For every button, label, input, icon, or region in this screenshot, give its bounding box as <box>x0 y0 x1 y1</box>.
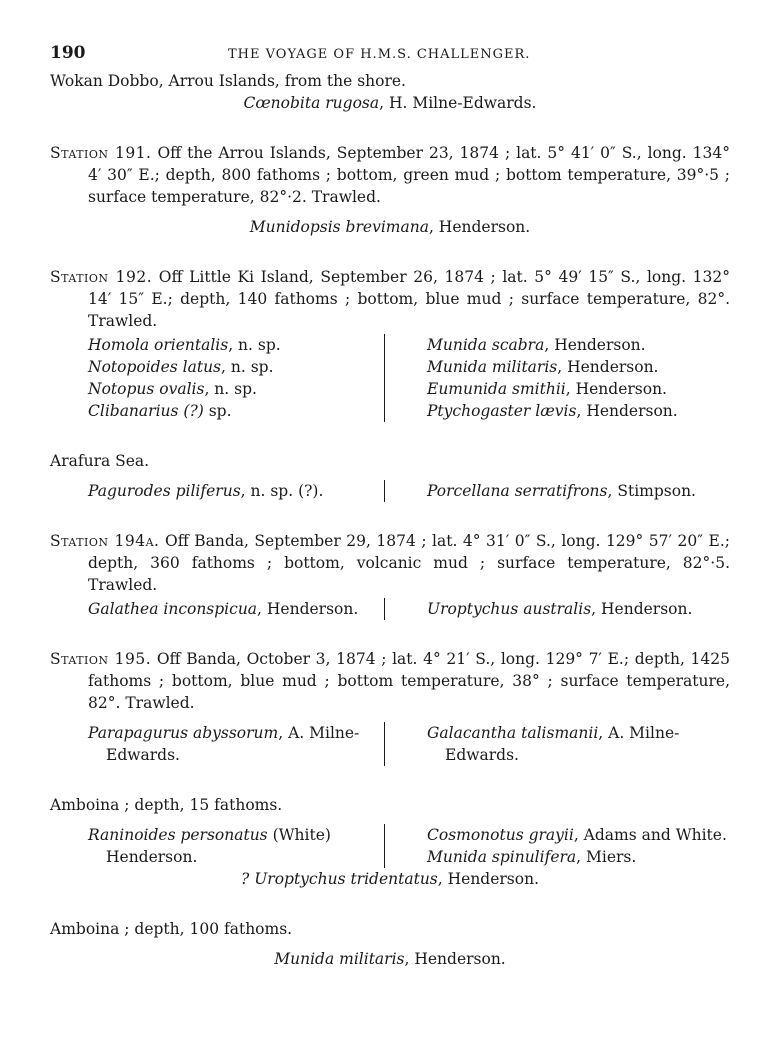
species-name: Munida scabra <box>427 336 545 354</box>
species-authority: sp. <box>203 402 232 420</box>
species-name: Porcellana serratifrons <box>427 482 608 500</box>
species-name: Cosmonotus grayii <box>427 826 574 844</box>
locality-line: Arafura Sea. <box>50 452 150 470</box>
species-name: Raninoides personatus <box>88 826 268 844</box>
species-authority: (White) Henderson. <box>106 826 331 866</box>
locality-line: Amboina ; depth, 100 fathoms. <box>50 920 293 938</box>
species-name: Munida militaris <box>427 358 558 376</box>
species-two-column <box>88 722 730 766</box>
species-two-column <box>88 598 730 620</box>
locality-line: Wokan Dobbo, Arrou Islands, from the shore. <box>50 72 406 90</box>
station-text: Off Banda, October 3, 1874 ; lat. 4° 21′ S., long. 129° 7′ E.; depth, 1425 fathoms ; bottom, blue mud ; bottom temperature, 38° ; surface temperature, 82°. Trawled. <box>88 650 730 712</box>
species-authority: , Henderson. <box>565 380 667 398</box>
species-name: Ptychogaster lævis <box>427 402 577 420</box>
species-authority: , n. sp. <box>221 358 274 376</box>
species-column-right <box>384 598 727 620</box>
species-name: Munida spinulifera <box>427 848 577 866</box>
species-entry <box>88 400 384 422</box>
species-entry <box>88 598 384 620</box>
station-label: Station 191. <box>50 144 152 162</box>
species-entry <box>427 598 727 620</box>
species-name: Homola orientalis <box>88 336 229 354</box>
species-authority: , H. Milne-Edwards. <box>379 94 537 112</box>
species-column-left <box>88 824 384 868</box>
species-entry <box>50 216 730 238</box>
species-authority: , A. Milne-Edwards. <box>445 724 680 764</box>
station-text: Off the Arrou Islands, September 23, 1874 ; lat. 5° 41′ 0″ S., long. 134° 4′ 30″ E.; depth, 800 fathoms ; bottom, green mud ; bottom temperature, 39°·5 ; surface temperature, 82°·2. Trawled. <box>88 144 730 206</box>
species-two-column <box>88 824 730 868</box>
page-header <box>50 42 730 70</box>
station-paragraph <box>50 530 730 596</box>
species-entry <box>50 868 730 890</box>
species-entry <box>427 824 727 846</box>
species-authority: , A. Milne-Edwards. <box>106 724 360 764</box>
species-name: Notopus ovalis <box>88 380 205 398</box>
section-arafura-sea <box>50 450 730 502</box>
station-label: Station 192. <box>50 268 153 286</box>
species-name: Munidopsis brevimana <box>249 218 429 236</box>
station-paragraph <box>50 266 730 332</box>
section-amboina-15 <box>50 794 730 890</box>
document-page <box>50 42 730 970</box>
species-name: Notopoides latus <box>88 358 222 376</box>
species-query-mark: ? <box>240 870 255 888</box>
species-column-left <box>88 334 384 422</box>
locality-line: Amboina ; depth, 15 fathoms. <box>50 796 283 814</box>
species-entry <box>88 334 384 356</box>
species-entry <box>50 948 730 970</box>
species-two-column <box>88 334 730 422</box>
species-entry <box>88 824 384 868</box>
species-entry <box>88 722 384 766</box>
species-entry <box>88 356 384 378</box>
species-authority: , Adams and White. <box>573 826 727 844</box>
species-entry <box>427 334 727 356</box>
species-authority: , n. sp. <box>204 380 257 398</box>
species-two-column <box>88 480 730 502</box>
species-column-right <box>384 722 727 766</box>
species-name: Parapagurus abyssorum <box>88 724 279 742</box>
page-number: 190 <box>50 43 86 63</box>
species-entry <box>88 378 384 400</box>
species-name: Eumunida smithii <box>427 380 566 398</box>
species-name: Galathea inconspicua <box>88 600 258 618</box>
species-entry <box>427 400 727 422</box>
station-text: Off Banda, September 29, 1874 ; lat. 4° 31′ 0″ S., long. 129° 57′ 20″ E.; depth, 360 fathoms ; bottom, volcanic mud ; surface temperature, 82°·5. Trawled. <box>88 532 730 594</box>
species-authority: , Miers. <box>576 848 637 866</box>
species-authority: , Henderson. <box>591 600 693 618</box>
species-column-left <box>88 598 384 620</box>
species-authority: , n. sp. (?). <box>240 482 324 500</box>
species-column-right <box>384 480 727 502</box>
section-wokan <box>50 70 730 114</box>
species-authority: , Henderson. <box>576 402 678 420</box>
species-authority: , Henderson. <box>257 600 359 618</box>
species-entry <box>88 480 384 502</box>
station-label: Station 195. <box>50 650 152 668</box>
species-entry <box>427 846 727 868</box>
species-name: Clibanarius (?) <box>88 402 204 420</box>
species-authority: , Henderson. <box>437 870 540 888</box>
section-station-195 <box>50 648 730 766</box>
station-label: Station 194a. <box>50 532 160 550</box>
species-name: Uroptychus tridentatus <box>254 870 438 888</box>
station-paragraph <box>50 142 730 208</box>
species-authority: , Stimpson. <box>607 482 696 500</box>
section-station-194a <box>50 530 730 620</box>
species-authority: , n. sp. <box>228 336 281 354</box>
station-text: Off Little Ki Island, September 26, 1874 ; lat. 5° 49′ 15″ S., long. 132° 14′ 15″ E.; depth, 140 fathoms ; bottom, blue mud ; surface temperature, 82°. Trawled. <box>88 268 730 330</box>
species-column-left <box>88 722 384 766</box>
section-amboina-100 <box>50 918 730 970</box>
species-name: Galacantha talismanii <box>427 724 599 742</box>
species-entry <box>427 480 727 502</box>
species-column-right <box>384 334 727 422</box>
species-authority: , Henderson. <box>544 336 646 354</box>
species-name: Pagurodes piliferus <box>88 482 241 500</box>
species-column-left <box>88 480 384 502</box>
species-entry <box>427 722 727 766</box>
species-entry <box>427 378 727 400</box>
species-entry <box>427 356 727 378</box>
species-authority: , Henderson. <box>404 950 506 968</box>
section-station-192 <box>50 266 730 422</box>
species-name: Uroptychus australis <box>427 600 592 618</box>
running-title: THE VOYAGE OF H.M.S. CHALLENGER. <box>228 47 531 62</box>
species-column-right <box>384 824 727 868</box>
station-paragraph <box>50 648 730 714</box>
species-name: Munida militaris <box>274 950 405 968</box>
species-name: Cœnobita rugosa <box>243 94 380 112</box>
species-authority: , Henderson. <box>557 358 659 376</box>
species-authority: , Henderson. <box>428 218 531 236</box>
species-entry <box>50 92 730 114</box>
section-station-191 <box>50 142 730 238</box>
